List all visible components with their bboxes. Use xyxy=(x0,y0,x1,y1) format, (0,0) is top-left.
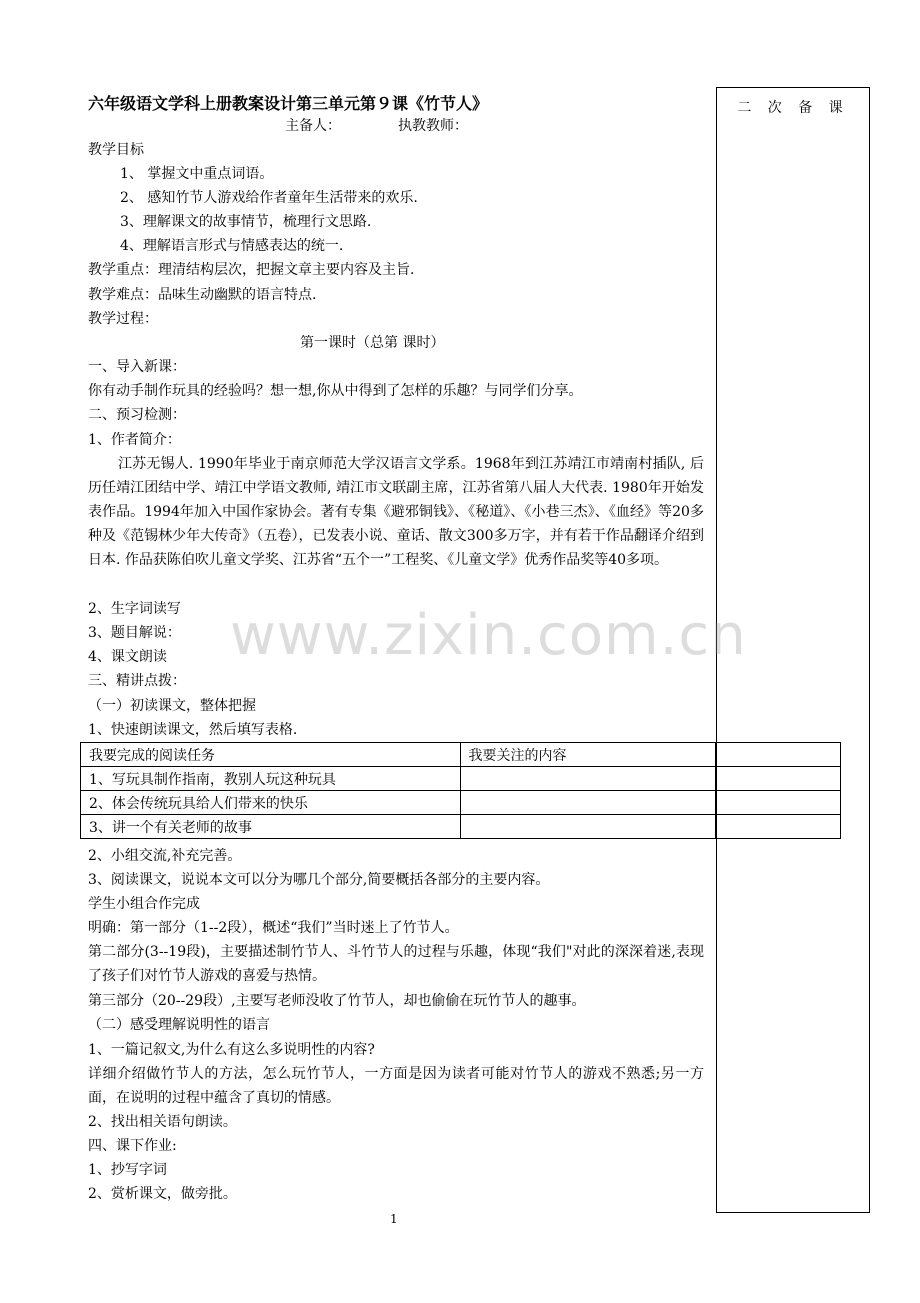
preview-item: 3、题目解说： xyxy=(88,625,181,641)
process-heading: 教学过程： xyxy=(88,311,158,327)
second-preparation-label: 二 次 备 课 xyxy=(737,100,849,116)
section-heading: 一、导入新课： xyxy=(88,359,186,375)
goal-item: 3、理解课文的故事情节，梳理行文思路. xyxy=(120,214,372,230)
preview-item: 4、课文朗读 xyxy=(88,649,167,665)
watermark: www.zixin.com.cn xyxy=(230,603,747,668)
table-cell: 3、讲一个有关老师的故事 xyxy=(81,815,461,839)
goal-item: 2、 感知竹节人游戏给作者童年生活带来的欢乐. xyxy=(120,190,418,206)
table-row xyxy=(81,767,841,791)
goal-item: 1、 掌握文中重点词语。 xyxy=(120,166,274,182)
intro-question: 你有动手制作玩具的经验吗？想一想,你从中得到了怎样的乐趣？与同学们分享。 xyxy=(88,383,583,399)
table-row xyxy=(81,815,841,839)
part-three-summary: 第三部分（20--29段）,主要写老师没收了竹节人，却也偷偷在玩竹节人的趣事。 xyxy=(88,993,586,1009)
table-cell xyxy=(716,791,841,815)
preparer-label: 主备人： xyxy=(285,118,341,134)
part-two-summary: 第二部分(3--19段)，主要描述制竹节人、斗竹节人的过程与乐趣，体现“我们"对此的深深着迷,表现了孩子们对竹节人游戏的喜爱与热情。 xyxy=(88,944,704,984)
section-heading: 四、课下作业: xyxy=(88,1138,177,1154)
table-cell: 2、体会传统玩具给人们带来的快乐 xyxy=(81,791,461,815)
table-cell xyxy=(716,743,841,767)
text-line: 学生小组合作完成 xyxy=(88,896,200,912)
subsection-heading: （二）感受理解说明性的语言 xyxy=(88,1017,270,1033)
author-bio: 江苏无锡人. 1990年毕业于南京师范大学汉语言文学系。1968年到江苏靖江市靖南村插队, 后历任靖江团结中学、靖江中学语文教师, 靖江市文联副主席，江苏省第八届人大代表. 1980年开始发表作品。1994年加入中国作家协会。著有专集《避邪铜钱》、《秘道》、《小巷三杰》、《血经》等20多种及《范锡林少年大传奇》（五卷），已发表小说、童话、散文300多万字，并有若干作品翻译介绍到日本. 作品获陈伯吹儿童文学奖、江苏省“五个一”工程奖、《儿童文学》优秀作品奖等40多项。 xyxy=(88,456,704,568)
teacher-label: 执教教师： xyxy=(398,118,468,134)
table-header-row xyxy=(81,743,841,767)
task-instruction: 1、快速朗读课文，然后填写表格. xyxy=(88,722,298,738)
table-cell xyxy=(716,767,841,791)
goals-heading: 教学目标 xyxy=(88,142,144,158)
section-heading: 三、精讲点拨： xyxy=(88,673,186,689)
table-header: 我要关注的内容 xyxy=(460,743,716,767)
homework-item: 2、赏析课文，做旁批。 xyxy=(88,1186,237,1202)
table-cell xyxy=(460,815,716,839)
question: 1、一篇记叙文,为什么有这么多说明性的内容? xyxy=(88,1042,375,1058)
subsection-heading: （一）初读课文，整体把握 xyxy=(88,698,256,714)
author-heading: 1、作者简介： xyxy=(88,432,181,448)
text-line: 2、小组交流,补充完善。 xyxy=(88,848,242,864)
homework-item: 1、抄写字词 xyxy=(88,1162,167,1178)
question: 2、找出相关语句朗读。 xyxy=(88,1114,237,1130)
table-row xyxy=(81,791,841,815)
difficulty: 教学难点：品味生动幽默的语言特点. xyxy=(88,287,317,303)
text-line: 3、阅读课文，说说本文可以分为哪几个部分,简要概括各部分的主要内容。 xyxy=(88,872,550,888)
text-line: 明确：第一部分（1--2段），概述“我们”当时迷上了竹节人。 xyxy=(88,920,459,936)
table-header: 我要完成的阅读任务 xyxy=(81,743,461,767)
reading-task-table xyxy=(80,742,841,839)
table-cell xyxy=(460,767,716,791)
lesson-time: 第一课时（总第 课时） xyxy=(300,335,445,351)
key-point: 教学重点：理清结构层次，把握文章主要内容及主旨. xyxy=(88,262,415,278)
page-number: 1 xyxy=(390,1212,398,1226)
table-cell: 1、写玩具制作指南，教别人玩这种玩具 xyxy=(81,767,461,791)
table-cell xyxy=(460,791,716,815)
goal-item: 4、理解语言形式与情感表达的统一. xyxy=(120,238,344,254)
section-heading: 二、预习检测： xyxy=(88,407,186,423)
document-title: 六年级语文学科上册教案设计第三单元第９课《竹节人》 xyxy=(88,94,489,113)
answer: 详细介绍做竹节人的方法，怎么玩竹节人，一方面是因为读者可能对竹节人的游戏不熟悉;另一方面，在说明的过程中蕴含了真切的情感。 xyxy=(88,1066,704,1106)
preview-item: 2、生字词读写 xyxy=(88,601,181,617)
table-cell xyxy=(716,815,841,839)
